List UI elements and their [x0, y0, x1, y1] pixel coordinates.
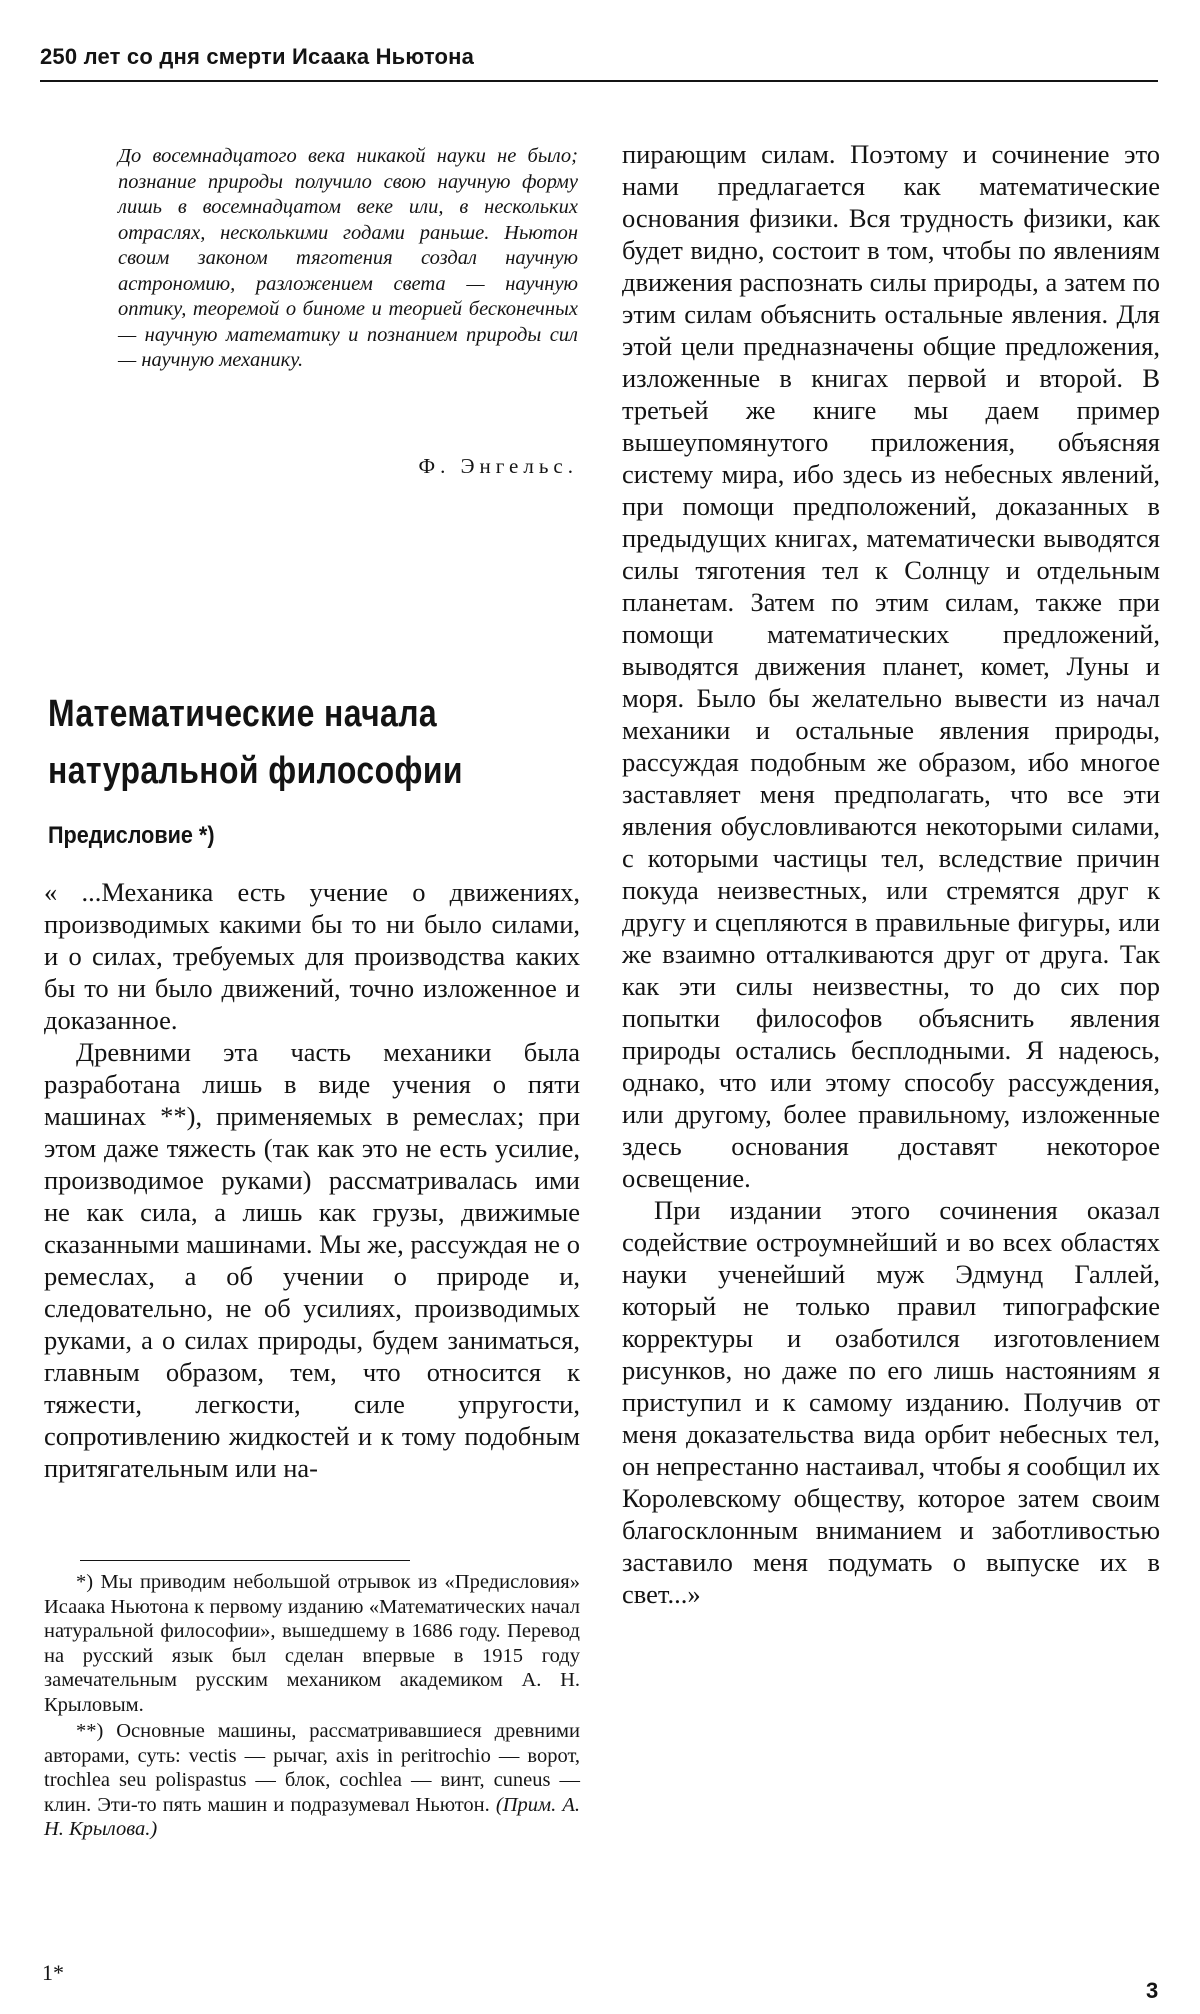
- paragraph: пирающим силам. Поэтому и сочинение это нами предлагается как математические основания физики. Вся трудность физики, как будет видно, состоит в том, чтобы по явлениям движения распознать силы природы, а затем по этим силам объяснить остальные явления. Для этой цели предназначены общие предложения, изложенные в книгах первой и второй. В третьей же книге мы даем пример вышеупомянутого приложения, объясняя систему мира, ибо здесь из небесных явлений, при помощи предположений, доказанных в предыдущих книгах, математически выводятся силы тяготения тел к Солнцу и отдельным планетам. Затем по этим силам, также при помощи математических предложений, выводятся движения планет, комет, Луны и моря. Было бы желательно вывести из начал механики и остальные явления природы, рассуждая подобным же образом, ибо многое заставляет меня предполагать, что все эти явления обусловливаются некоторыми силами, с которыми частицы тел, вследствие причин покуда неизвестных, или стремятся друг к другу и сцепляются в правильные фигуры, или же взаимно отталкиваются друг от друга. Так как эти силы неизвестны, то до сих пор попытки философов объяснить явления природы остались бесплодными. Я надеюсь, однако, что или этому способу рассуждения, или другому, более правильному, изложенные здесь основания доставят некоторое освещение.: [622, 139, 1160, 1193]
- epigraph-author: Ф. Энгельс.: [418, 454, 578, 478]
- right-column: [622, 138, 1160, 1610]
- footnote-2-note: (Прим. А. Н. Крылова.): [44, 1793, 581, 1840]
- footnotes: [44, 1570, 580, 1844]
- footnote-1: *) Мы приводим небольшой отрывок из «Предисловия» Исаака Ньютона к первому изданию «Математических начал натуральной философии», вышедшему в 1686 году. Перевод на русский язык был сделан впервые в 1915 году замечательным русским механиком академиком А. Н. Крыловым.: [44, 1571, 580, 1716]
- article-subtitle: Предисловие *): [48, 822, 215, 849]
- header-rule: [40, 80, 1158, 82]
- signature-mark: 1*: [42, 1960, 64, 1985]
- running-header: 250 лет со дня смерти Исаака Ньютона: [40, 44, 475, 69]
- page-number: 3: [1146, 1978, 1159, 2003]
- epigraph-text: До восемнадцатого века никакой науки не было; познание природы получило свою научную форму лишь в восемнадцатом веке или, в нескольких отраслях, несколькими годами раньше. Ньютон своим законом тяготения создал научную астрономию, разложением света — научную оптику, теоремой о биноме и теорией бесконечных — научную математику и познанием природы сил — научную механику.: [118, 145, 578, 371]
- paragraph: Древними эта часть механики была разработана лишь в виде учения о пяти машинах **), применяемых в ремеслах; при этом даже тяжесть (так как это не есть усилие, производимое руками) рассматривалась ими не как сила, а лишь как грузы, движимые сказанными машинами. Мы же, рассуждая не о ремеслах, а об учении о природе и, следовательно, не об усилиях, производимых руками, а о силах природы, будем заниматься, главным образом, тем, что относится к тяжести, легкости, силе упругости, сопротивлению жидкостей и к тому подобным притягательным или на-: [44, 1037, 580, 1483]
- footnote-2: [44, 1719, 580, 1842]
- article-title: Математические начала натуральной философии: [48, 693, 463, 792]
- paragraph: « ...Механика есть учение о движениях, производимых какими бы то ни было силами, и о силах, требуемых для производства каких бы то ни было движений, точно изложенное и доказанное.: [44, 877, 580, 1035]
- paragraph: При издании этого сочинения оказал содействие остроумнейший и во всех областях науки ученейший муж Эдмунд Галлей, который не только правил типографские корректуры и озаботился изготовлением рисунков, но даже по его лишь настояниям я приступил и к самому изданию. Получив от меня доказательства вида орбит небесных тел, он непрестанно настаивал, чтобы я сообщил их Королевскому обществу, которое затем своим благосклонным вниманием и заботливостью заставило меня подумать о выпуске их в свет...»: [622, 1195, 1160, 1609]
- left-column: [44, 876, 580, 1484]
- footnote-2-text: **) Основные машины, рассматривавшиеся древними авторами, суть: vectis — рычаг, axis in peritrochio — ворот, trochlea seu polispastus — блок, cochlea — винт, cuneus — клин. Эти-то пять машин и подразумевал Ньютон.: [44, 1720, 580, 1816]
- footnote-rule: [80, 1560, 410, 1561]
